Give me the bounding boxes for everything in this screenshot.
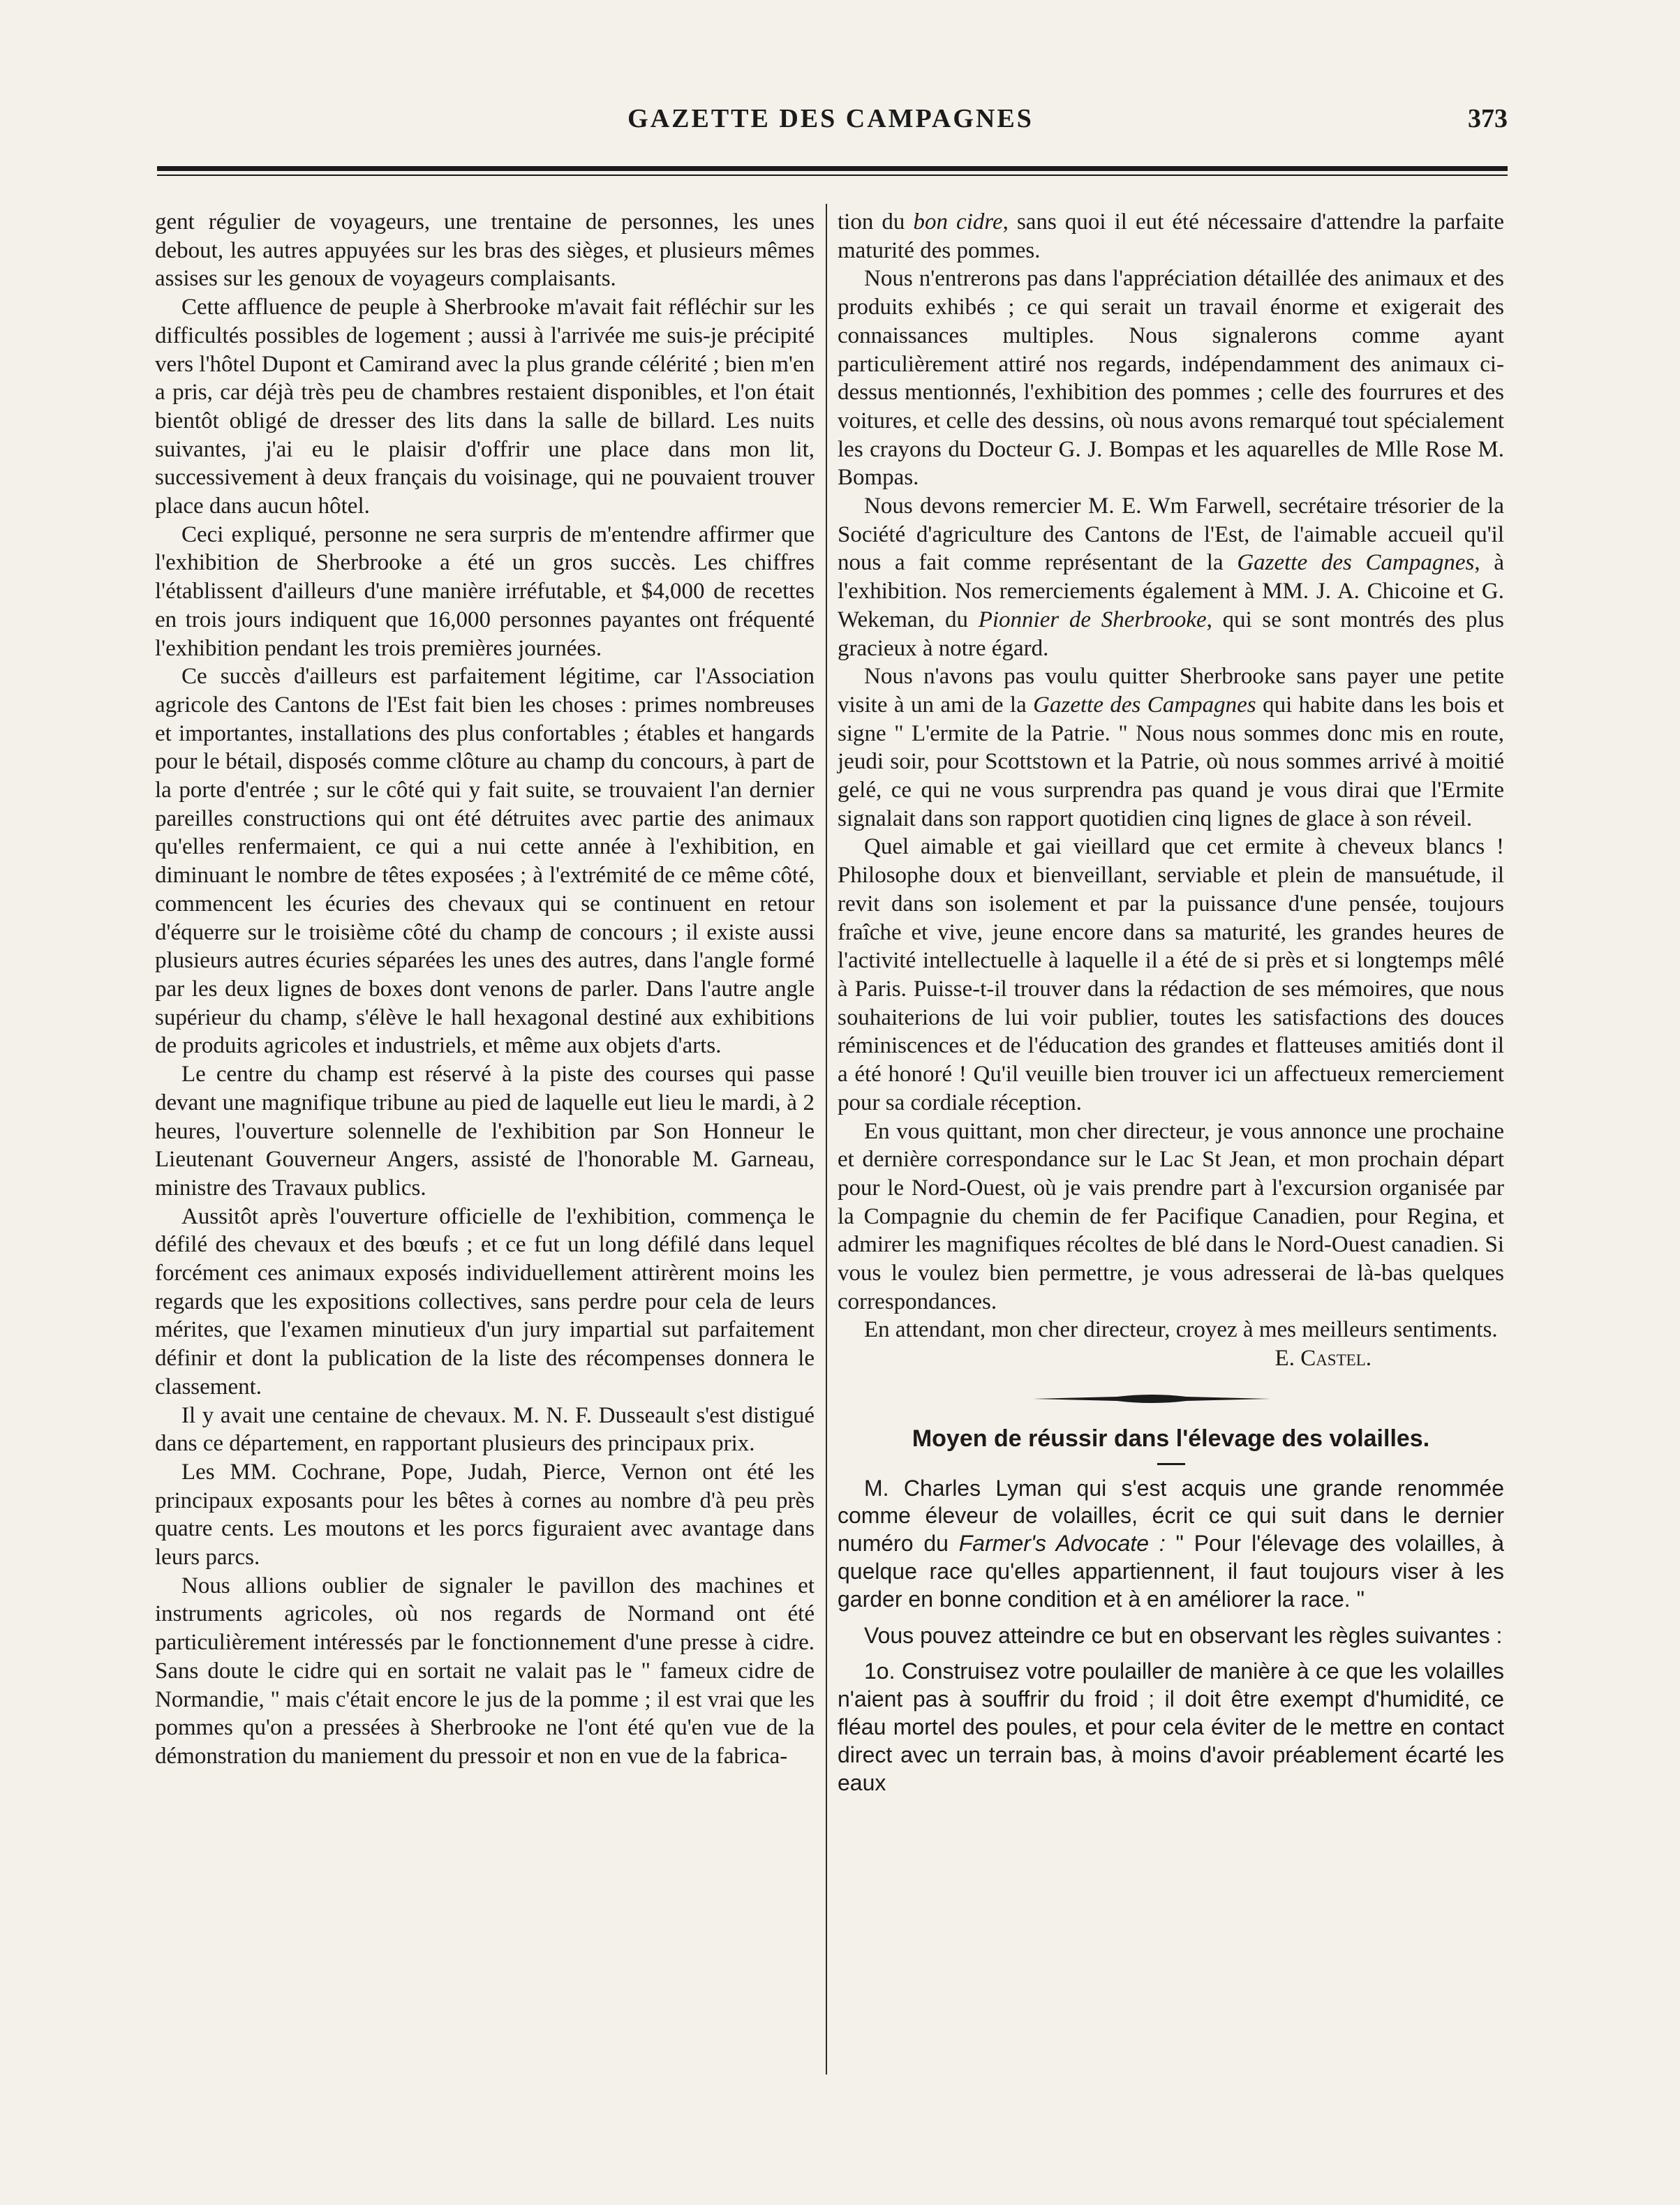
right-paragraph <box>838 208 1504 265</box>
text-run: qui habite dans les bois et signe " L'ermite de la Patrie. " Nous nous sommes donc mis en route, jeudi soir, pour Scottstown et la Patrie, où nous sommes arrivé à moitié gelé, ce qui ne vous surprendra pas quand je vous dirai que l'Ermite signalait dans son rapport quotidien cinq lignes de glace à son réveil. <box>838 692 1504 831</box>
italic-run: Farmer's Advocate : <box>958 1531 1166 1557</box>
left-column <box>155 208 815 1771</box>
header-rule-thin <box>157 175 1508 176</box>
left-paragraph: Nous allions oublier de signaler le pavillon des machines et instruments agricoles, où nos regards de Normand ont été particulièrement intéressés par le fonctionnement d'une presse à cidre. Sans doute le cidre qui en sortait ne valait pas le " fameux cidre de Normandie, " mais c'était encore le jus de la pomme ; il est vrai que les pommes qu'on a pressées à Sherbrooke ne l'ont été qu'en vue de la démonstration du maniement du pressoir et non en vue de la fabrica- <box>155 1573 815 1769</box>
newspaper-title: GAZETTE DES CAMPAGNES <box>627 104 1034 133</box>
section-dash <box>1157 1463 1185 1465</box>
section-title: Moyen de réussir dans l'élevage des volailles. <box>912 1425 1430 1452</box>
article-paragraph <box>838 1475 1504 1614</box>
left-paragraph: Cette affluence de peuple à Sherbrooke m'avait fait réfléchir sur les difficultés possibles de logement ; aussi à l'arrivée me suis-je précipité vers l'hôtel Dupont et Camirand avec la plus grande célérité ; bien m'en a pris, car déjà très peu de chambres restaient disponibles, et l'on était bientôt obligé de dresser des lits dans la salle de billard. Les nuits suivantes, j'ai eu le plaisir d'offrir une place dans mon lit, successivement à deux français du voisinage, qui ne pouvaient trouver place dans aucun hôtel. <box>155 295 815 519</box>
text-run: tion du <box>838 209 914 235</box>
right-paragraph <box>838 492 1504 662</box>
right-paragraph: En attendant, mon cher directeur, croyez à mes meilleurs sentiments. <box>864 1317 1498 1343</box>
right-paragraph: En vous quittant, mon cher directeur, je vous annonce une prochaine et dernière correspondance sur le Lac St Jean, et mon prochain départ pour le Nord-Ouest, où je vais prendre part à l'excursion organisée par la Compagnie du chemin de fer Pacifique Canadien, pour Regina, et admirer les magnifiques récoltes de blé dans le Nord-Ouest canadien. Si vous le voulez bien permettre, je vous adresserai de là-bas quelques correspondances. <box>838 1118 1504 1314</box>
italic-run: Gazette des Campagnes <box>1033 692 1256 718</box>
right-paragraph: Quel aimable et gai vieillard que cet ermite à cheveux blancs ! Philosophe doux et bienveillant, serviable et plein de mansuétude, il revit dans son isolement et par la puissance d'une pensée, toujours fraîche et vive, jeune encore dans sa maturité, les grandes heures de l'activité intellectuelle à laquelle il a été de si près et si longtemps mêlé à Paris. Puisse-t-il trouver dans la rédaction de ses mémoires, que nous souhaiterions de lui voir publier, toutes les satisfactions des douces réminiscences et de l'éducation des grandes et flatteuses amitiés dont il a été honoré ! Qu'il veuille bien trouver ici un affectueux remerciement pour sa cordiale réception. <box>838 834 1504 1115</box>
left-paragraph: Il y avait une centaine de chevaux. M. N. F. Dusseault s'est distigué dans ce département, en rapportant plusieurs des principaux prix. <box>155 1402 815 1457</box>
text-run: , qui se sont montrés des plus gracieux à notre égard. <box>838 607 1504 661</box>
signature: E. Castel. <box>1274 1346 1371 1372</box>
right-paragraph <box>838 662 1504 833</box>
left-paragraph: Les MM. Cochrane, Pope, Judah, Pierce, Vernon ont été les principaux exposants pour les bêtes à cornes au nombre d'à peu près quatre cents. Les moutons et les porcs figuraient avec avantage dans leurs parcs. <box>155 1459 815 1571</box>
article-body <box>838 1475 1504 1797</box>
right-paragraph: Nous n'entrerons pas dans l'appréciation détaillée des animaux et des produits exhibés ; ce qui serait un travail énorme et exigerait des connaissances multiples. Nous signalerons comme ayant particulièrement attiré nos regards, indépendamment des animaux ci-dessus mentionnés, l'exhibition des pommes ; celle des fourrures et des voitures, et celle des dessins, où nous avons remarqué tout spécialement les crayons du Docteur G. J. Bompas et les aquarelles de Mlle Rose M. Bompas. <box>838 266 1504 491</box>
left-paragraph: Aussitôt après l'ouverture officielle de l'exhibition, commença le défilé des chevaux et des bœufs ; et ce fut un long défilé dans lequel forcément ces animaux exposés individuellement attirèrent moins les regards que les expositions collectives, sans perdre pour cela de leurs mérites, que l'examen minutieux d'un jury impartial sut parfaitement définir et dont la publication de la liste des récompenses donnera le classement. <box>155 1203 815 1400</box>
left-paragraph: gent régulier de voyageurs, une trentaine de personnes, les unes debout, les autres appuyées sur les bras des sièges, et plusieurs mêmes assises sur les genoux de voyageurs complaisants. <box>155 209 815 292</box>
italic-run: Gazette des Campagnes <box>1237 550 1475 576</box>
text-run: , sans quoi il eut été nécessaire d'attendre la parfaite maturité des pommes. <box>838 209 1504 263</box>
text-run: , à l'exhibition. Nos remerciements également à MM. J. A. Chicoine et G. Wekeman, du <box>838 550 1504 632</box>
left-paragraph: Ceci expliqué, personne ne sera surpris de m'entendre affirmer que l'exhibition de Sherbrooke a été un gros succès. Les chiffres l'établissent d'ailleurs d'une manière irréfutable, et $4,000 de recettes en trois jours indiquent que 16,000 personnes payantes ont fréquenté l'exhibition pendant les trois premières journées. <box>155 521 815 661</box>
section-ornament <box>1033 1393 1270 1405</box>
article-paragraph: Vous pouvez atteindre ce but en observant les règles suivantes : <box>864 1622 1503 1648</box>
article-paragraph: 1o. Construisez votre poulailler de manière à ce que les volailles n'aient pas à souffrir du froid ; il doit être exempt d'humidité, ce fléau mortel des poules, et pour cela éviter de le mettre en contact direct avec un terrain bas, à moins d'avoir préablement écarté les eaux <box>838 1658 1504 1795</box>
right-column <box>838 208 1504 1805</box>
page-number: 373 <box>1468 104 1508 133</box>
italic-run: bon cidre <box>913 209 1003 235</box>
text-run: M. Charles Lyman qui s'est acquis une grande renommée comme éleveur de volailles, écrit ce qui suit dans le dernier numéro du <box>838 1475 1504 1557</box>
left-paragraph: Ce succès d'ailleurs est parfaitement légitime, car l'Association agricole des Cantons de l'Est fait bien les choses : primes nombreuses et importantes, installations des plus confortables ; étables et hangards pour le bétail, disposés comme clôture au champ du concours, à part de la porte d'entrée ; sur le côté qui y fait suite, se trouvaient l'an dernier pareilles constructions qui ont été détruites avec partie des animaux qu'elles renfermaient, ce qui a nui cette année à l'exhibition, en diminuant le nombre de têtes exposées ; à l'extrémité de ce même côté, commencent les écuries des chevaux qui se continuent en retour d'équerre sur le troisième côté du champ de concours ; il existe aussi plusieurs autres écuries séparées les unes des autres, dans l'angle formé par les deux lignes de boxes dont venons de parler. Dans l'autre angle supérieur du champ, s'élève le hall hexagonal destiné aux exhibitions de produits agricoles et industriels, et même aux objets d'arts. <box>155 664 815 1059</box>
column-divider <box>826 204 827 2074</box>
left-paragraph: Le centre du champ est réservé à la piste des courses qui passe devant une magnifique tribune au pied de laquelle eut lieu le mardi, à 2 heures, l'ouverture solennelle de l'exhibition par Son Honneur le Lieutenant Gouverneur Angers, assisté de l'honorable M. Garneau, ministre des Travaux publics. <box>155 1062 815 1201</box>
italic-run: Pionnier de Sherbrooke <box>978 607 1207 632</box>
text-run: Nous n'avons pas voulu quitter Sherbrooke sans payer une petite visite à un ami de la <box>838 664 1504 718</box>
header-rule <box>157 166 1508 171</box>
page-header <box>154 103 1508 145</box>
text-run: Nous devons remercier M. E. Wm Farwell, secrétaire trésorier de la Société d'agriculture des Cantons de l'Est, de l'aimable accueil qu'il nous a fait comme représentant de la <box>838 493 1504 576</box>
text-run: " Pour l'élevage des volailles, à quelque race qu'elles appartiennent, il faut toujours viser à les garder en bonne condition et à en améliorer la race. " <box>838 1531 1505 1612</box>
